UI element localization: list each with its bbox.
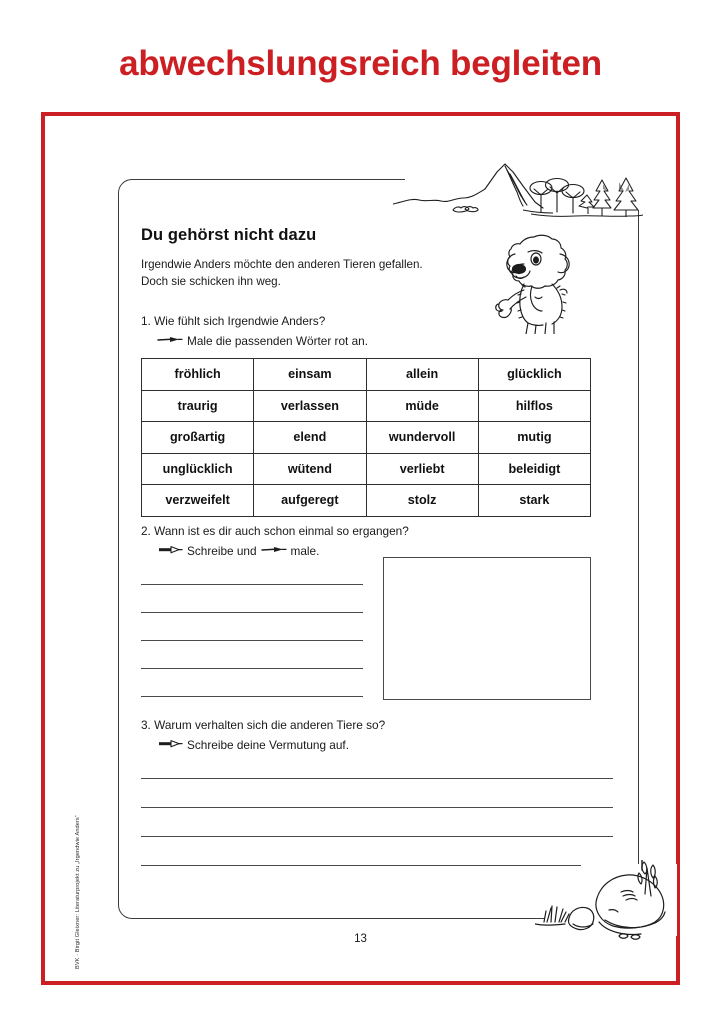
word-cell[interactable]: unglücklich: [142, 453, 254, 485]
answer-line-q3[interactable]: [141, 865, 581, 866]
question-2-text: [141, 524, 409, 538]
answer-line-q3[interactable]: [141, 836, 613, 837]
page-title: abwechslungsreich begleiten: [119, 44, 602, 83]
word-cell[interactable]: traurig: [142, 390, 254, 422]
question-2-instruction: [157, 544, 409, 558]
word-cell[interactable]: stolz: [366, 485, 478, 517]
table-row[interactable]: [142, 453, 591, 485]
intro-line-1: Irgendwie Anders möchte den anderen Tieren gefallen.: [141, 258, 423, 271]
word-cell[interactable]: verliebt: [366, 453, 478, 485]
word-cell[interactable]: elend: [254, 422, 366, 454]
answer-line-q2[interactable]: [141, 612, 363, 613]
word-cell[interactable]: aufgeregt: [254, 485, 366, 517]
question-2-label: Wann ist es dir auch schon einmal so ergangen?: [154, 524, 409, 538]
word-cell[interactable]: stark: [478, 485, 590, 517]
word-cell[interactable]: mutig: [478, 422, 590, 454]
word-cell[interactable]: beleidigt: [478, 453, 590, 485]
answer-line-q2[interactable]: [141, 696, 363, 697]
question-2: [141, 524, 409, 558]
word-cell[interactable]: müde: [366, 390, 478, 422]
worksheet-intro: [141, 256, 423, 290]
worksheet-sheet: [45, 116, 676, 981]
answer-line-q3[interactable]: [141, 807, 613, 808]
question-1-text: [141, 314, 368, 328]
word-cell[interactable]: verlassen: [254, 390, 366, 422]
word-cell[interactable]: wütend: [254, 453, 366, 485]
answer-line-q2[interactable]: [141, 668, 363, 669]
question-1-instruction: [157, 334, 368, 348]
copyright-credit: BVK · Birgit Gleixner: Literaturprojekt zu „Irgendwie Anders“: [75, 815, 81, 969]
table-row[interactable]: [142, 359, 591, 391]
table-row[interactable]: [142, 485, 591, 517]
feelings-word-table[interactable]: [141, 358, 591, 517]
intro-line-2: Doch sie schicken ihn weg.: [141, 275, 281, 288]
question-2-number: 2.: [141, 524, 151, 538]
question-3-text: [141, 718, 385, 732]
pencil-icon: [157, 738, 183, 752]
word-cell[interactable]: hilflos: [478, 390, 590, 422]
table-row[interactable]: [142, 390, 591, 422]
word-cell[interactable]: großartig: [142, 422, 254, 454]
mountain-landscape-illustration: [393, 158, 643, 225]
word-cell[interactable]: glücklich: [478, 359, 590, 391]
question-2-instruction-part1: Schreibe und: [187, 544, 257, 558]
question-1-label: Wie fühlt sich Irgendwie Anders?: [154, 314, 326, 328]
table-row[interactable]: [142, 422, 591, 454]
question-3: [141, 718, 385, 752]
brush-icon: [157, 334, 183, 348]
brush-icon: [261, 544, 287, 558]
answer-line-q3[interactable]: [141, 778, 613, 779]
word-cell[interactable]: allein: [366, 359, 478, 391]
question-1: [141, 314, 368, 348]
question-3-instruction-label: Schreibe deine Vermutung auf.: [187, 738, 349, 752]
question-2-instruction-part2: male.: [290, 544, 320, 558]
word-cell[interactable]: einsam: [254, 359, 366, 391]
question-1-instruction-label: Male die passenden Wörter rot an.: [187, 334, 368, 348]
word-cell[interactable]: verzweifelt: [142, 485, 254, 517]
word-cell[interactable]: fröhlich: [142, 359, 254, 391]
pencil-icon: [157, 544, 183, 558]
question-3-instruction: [157, 738, 385, 752]
question-1-number: 1.: [141, 314, 151, 328]
page-number: 13: [354, 933, 367, 945]
word-cell[interactable]: wundervoll: [366, 422, 478, 454]
drawing-box[interactable]: [383, 557, 591, 700]
question-3-label: Warum verhalten sich die anderen Tiere so?: [154, 718, 386, 732]
dog-character-illustration: [488, 224, 596, 339]
answer-line-q2[interactable]: [141, 584, 363, 585]
answer-line-q2[interactable]: [141, 640, 363, 641]
question-3-number: 3.: [141, 718, 151, 732]
worksheet-heading: Du gehörst nicht dazu: [141, 226, 317, 244]
